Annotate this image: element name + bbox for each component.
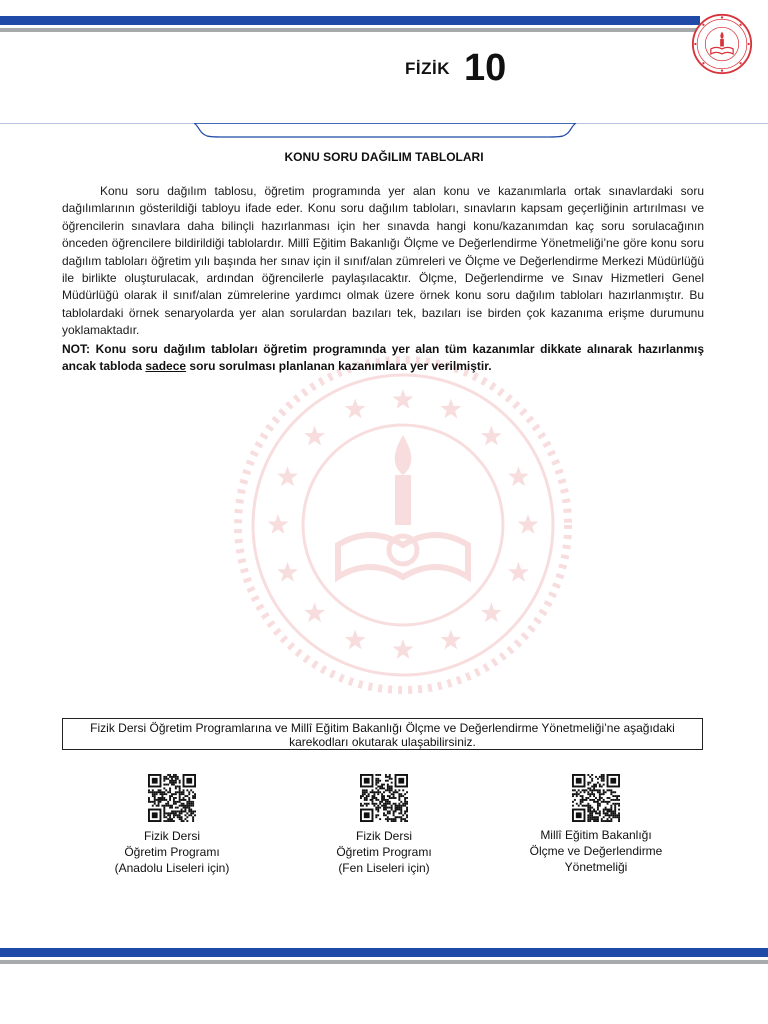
qr-info-box: Fizik Dersi Öğretim Programlarına ve Millî Eğitim Bakanlığı Ölçme ve Değerlendirme Yönetmeliği’ne aşağıdaki karekodları okutarak ulaşabilirsiniz.	[62, 718, 703, 750]
watermark-star	[508, 562, 529, 582]
ministry-seal-watermark-icon	[233, 355, 573, 695]
watermark-star	[481, 602, 502, 622]
qr-caption-line: Yönetmeliği	[564, 860, 628, 874]
qr-block-fen-program	[289, 774, 479, 876]
qr-caption-line: Öğretim Programı	[336, 845, 432, 859]
bottom-grey-band	[0, 960, 768, 964]
qr-caption-line: Millî Eğitim Bakanlığı	[540, 828, 652, 842]
watermark-star	[304, 426, 325, 446]
watermark-star	[440, 399, 461, 419]
note-text-start: NOT: Konu soru dağılım tabloları öğretim programında yer alan tüm kazanımlar dikkate alınarak hazırlanmış ancak tabloda	[62, 342, 704, 374]
watermark-star	[518, 514, 539, 534]
watermark-star	[304, 602, 325, 622]
note-text-end: soru sorulması planlanan kazanımlara yer verilmiştir.	[186, 359, 492, 374]
qr-code-icon[interactable]	[572, 774, 620, 822]
watermark-star	[345, 630, 366, 650]
watermark-star	[393, 639, 414, 659]
qr-caption-line: Öğretim Programı	[124, 845, 220, 859]
subject-name: FİZİK	[405, 59, 450, 78]
header-tab-decoration	[193, 123, 577, 145]
ministry-seal-icon	[691, 13, 753, 75]
note-paragraph	[62, 341, 704, 376]
qr-code-icon[interactable]	[360, 774, 408, 822]
qr-caption-line: Fizik Dersi	[356, 829, 412, 843]
watermark-star	[268, 514, 289, 534]
section-title: KONU SORU DAĞILIM TABLOLARI	[284, 150, 484, 164]
watermark-star	[393, 389, 414, 409]
watermark-star	[440, 630, 461, 650]
qr-caption-line: Ölçme ve Değerlendirme	[529, 844, 663, 858]
qr-caption	[289, 828, 479, 876]
qr-code-icon[interactable]	[148, 774, 196, 822]
watermark-star	[508, 466, 529, 486]
bottom-blue-band	[0, 948, 768, 957]
qr-caption-line: (Fen Liseleri için)	[338, 861, 430, 875]
watermark-star	[277, 466, 298, 486]
qr-caption	[77, 828, 267, 876]
watermark-star	[345, 399, 366, 419]
grade-number: 10	[464, 47, 507, 89]
qr-caption	[501, 827, 691, 875]
top-grey-band	[0, 28, 700, 32]
intro-paragraph: Konu soru dağılım tablosu, öğretim programında yer alan konu ve kazanımlarla ortak sınavlardaki soru dağılımlarının gösterildiği tabloyu ifade eder. Konu soru dağılım tabloları, sınavların kapsam geçerliğinin artırılması ve öğrencilerin sınavlara daha bilinçli hazırlanması için her sınavda hangi konu/kazanımdan kaç soru sorulacağının önceden öğrencilere bildirildiği tablolardır. Millî Eğitim Bakanlığı Ölçme ve Değerlendirme Yönetmeliği’ne göre konu soru dağılım tabloları öğretim yılı başında her sınav için il sınıf/alan zümreleri ve Ölçme ve Değerlendirme Merkezi Müdürlüğü ile birlikte oluşturulacak, ardından öğrencilerle paylaşılacaktır. Ölçme, Değerlendirme ve Sınav Hizmetleri Genel Müdürlüğü olarak il sınıf/alan zümrelerine yardımcı olmak üzere örnek konu soru dağılım tabloları hazırlanmıştır. Bu tablolardaki örnek senaryolarda yer alan sorulardan bazıları tek, bazıları ise birden çok kazanıma erişme durumunu yoklamaktadır.	[62, 184, 704, 338]
qr-caption-line: Fizik Dersi	[144, 829, 200, 843]
qr-block-anadolu-program	[77, 774, 267, 876]
watermark-star	[481, 426, 502, 446]
note-underlined-word: sadece	[145, 359, 187, 374]
qr-block-regulation	[501, 774, 691, 875]
watermark-star	[277, 562, 298, 582]
top-blue-band	[0, 16, 700, 25]
qr-caption-line: (Anadolu Liseleri için)	[114, 861, 230, 875]
